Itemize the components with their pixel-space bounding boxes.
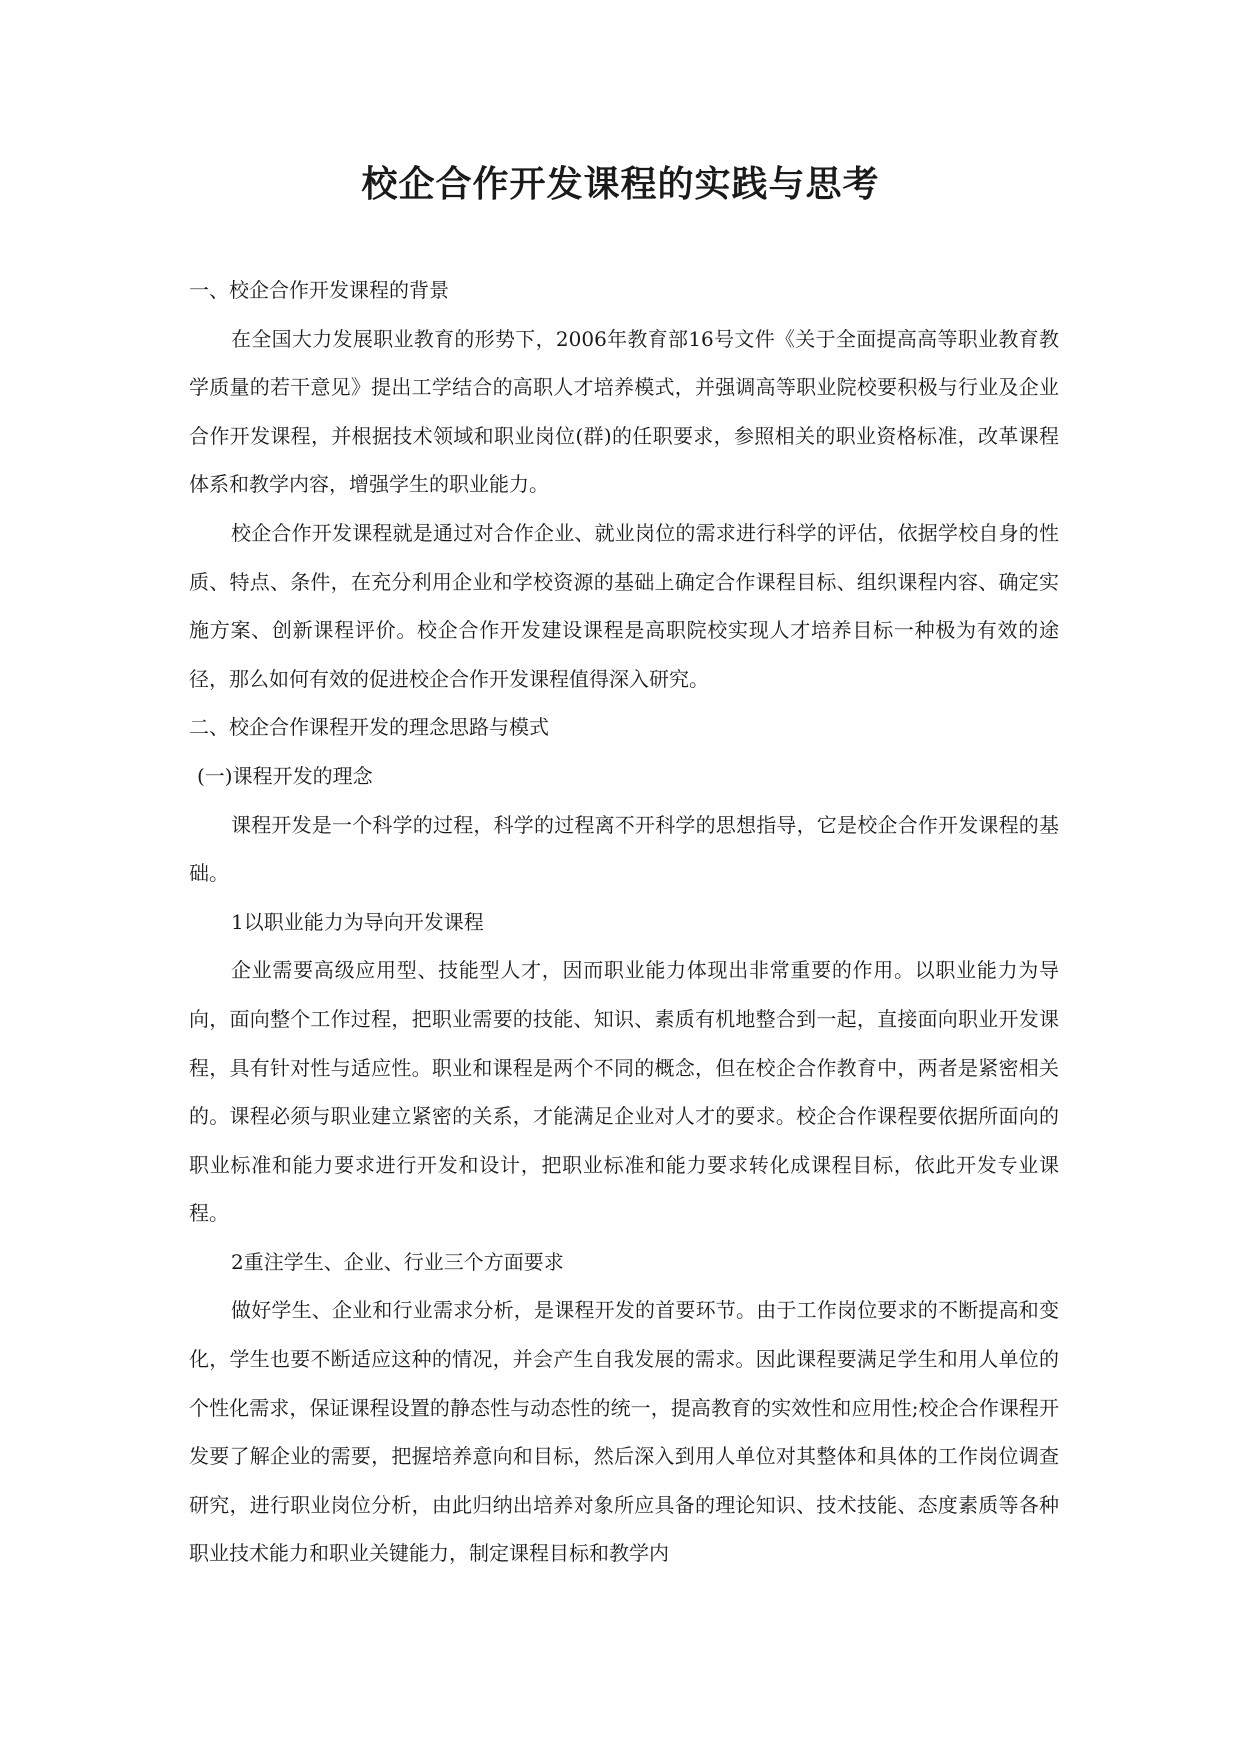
paragraph: 校企合作开发课程就是通过对合作企业、就业岗位的需求进行科学的评估，依据学校自身的性质、特点、条件，在充分利用企业和学校资源的基础上确定合作课程目标、组织课程内容、确定实施方案、创新课程评价。校企合作开发建设课程是高职院校实现人才培养目标一种极为有效的途径，那么如何有效的促进校企合作开发课程值得深入研究。 bbox=[189, 520, 1059, 691]
numbered-heading-1: 1以职业能力为导向开发课程 bbox=[231, 909, 484, 934]
numbered-heading-2: 2重注学生、企业、行业三个方面要求 bbox=[231, 1249, 564, 1274]
paragraph: 课程开发是一个科学的过程，科学的过程离不开科学的思想指导，它是校企合作开发课程的基础。 bbox=[189, 812, 1059, 886]
subsection-heading: (一)课程开发的理念 bbox=[197, 763, 373, 788]
paragraph: 企业需要高级应用型、技能型人才，因而职业能力体现出非常重要的作用。以职业能力为导向，面向整个工作过程，把职业需要的技能、知识、素质有机地整合到一起，直接面向职业开发课程，具有针对性与适应性。职业和课程是两个不同的概念，但在校企合作教育中，两者是紧密相关的。课程必须与职业建立紧密的关系，才能满足企业对人才的要求。校企合作课程要依据所面向的职业标准和能力要求进行开发和设计，把职业标准和能力要求转化成课程目标，依此开发专业课程。 bbox=[189, 958, 1059, 1226]
section-heading-2: 二、校企合作课程开发的理念思路与模式 bbox=[189, 715, 549, 740]
paragraph: 做好学生、企业和行业需求分析，是课程开发的首要环节。由于工作岗位要求的不断提高和变化，学生也要不断适应这种的情况，并会产生自我发展的需求。因此课程要满足学生和用人单位的个性化需求，保证课程设置的静态性与动态性的统一，提高教育的实效性和应用性;校企合作课程开发要了解企业的需要，把握培养意向和目标，然后深入到用人单位对其整体和具体的工作岗位调查研究，进行职业岗位分析，由此归纳出培养对象所应具备的理论知识、技术技能、态度素质等各种职业技术能力和职业关键能力，制定课程目标和教学内 bbox=[189, 1298, 1059, 1566]
paragraph: 在全国大力发展职业教育的形势下，2006年教育部16号文件《关于全面提高高等职业教育教学质量的若干意见》提出工学结合的高职人才培养模式，并强调高等职业院校要积极与行业及企业合作开发课程，并根据技术领域和职业岗位(群)的任职要求，参照相关的职业资格标准，改革课程体系和教学内容，增强学生的职业能力。 bbox=[189, 326, 1059, 497]
document-body bbox=[189, 266, 1059, 1578]
document-title: 校企合作开发课程的实践与思考 bbox=[361, 163, 880, 205]
section-heading-1: 一、校企合作开发课程的背景 bbox=[189, 278, 449, 302]
